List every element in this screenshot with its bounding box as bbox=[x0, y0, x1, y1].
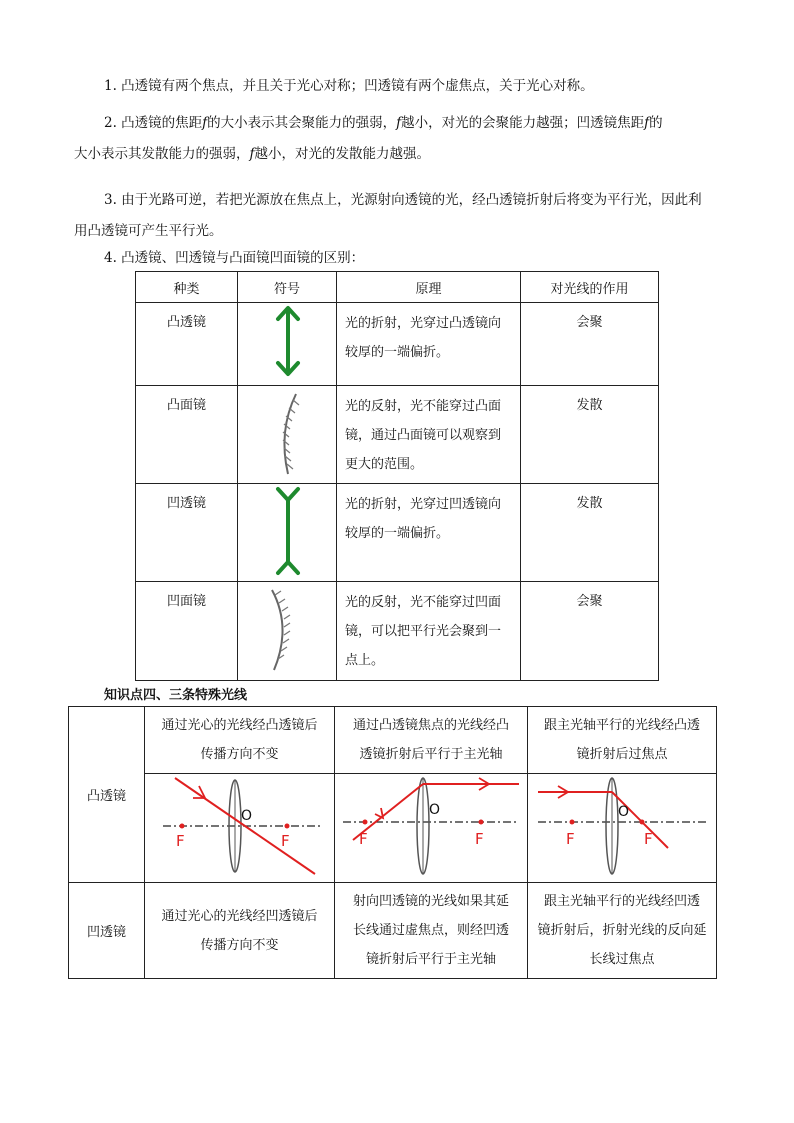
convex-lens-symbol bbox=[238, 303, 337, 386]
optical-center-label: O bbox=[241, 808, 253, 824]
header-effect: 对光线的作用 bbox=[521, 272, 659, 303]
row-effect: 会聚 bbox=[521, 303, 659, 386]
section-title: 知识点四、三条特殊光线 bbox=[104, 688, 248, 703]
concave-desc-2: 射向凹透镜的光线如果其延 长线通过虚焦点，则经凹透 镜折射后平行于主光轴 bbox=[335, 883, 528, 979]
p3-text-b: 用凸透镜可产生平行光。 bbox=[74, 223, 223, 239]
header-symbol: 符号 bbox=[238, 272, 337, 303]
optical-center-label: O bbox=[429, 802, 441, 818]
header-kind: 种类 bbox=[136, 272, 238, 303]
focus-label: F bbox=[359, 830, 368, 848]
diagram-through-focus bbox=[335, 774, 528, 883]
p2-text-a: 2. 凸透镜的焦距 bbox=[104, 115, 203, 131]
p2-f3: f bbox=[644, 115, 650, 131]
p2-text-c: 越小，对光的会聚能力越强；凹透镜焦距 bbox=[401, 115, 645, 131]
concave-desc-3: 跟主光轴平行的光线经凹透 镜折射后，折射光线的反向延 长线过焦点 bbox=[528, 883, 717, 979]
row-principle: 光的折射，光穿过凸透镜向 较厚的一端偏折。 bbox=[337, 303, 521, 386]
row-effect: 发散 bbox=[521, 484, 659, 582]
p2-f2: f bbox=[396, 115, 402, 131]
p3-text-a: 3. 由于光路可逆，若把光源放在焦点上，光源射向透镜的光，经凸透镜折射后将变为平行光，因此利 bbox=[104, 192, 702, 208]
table-row bbox=[136, 386, 659, 484]
row-principle: 光的反射，光不能穿过凹面 镜，可以把平行光会聚到一 点上。 bbox=[337, 582, 521, 681]
concave-mirror-symbol bbox=[238, 582, 337, 681]
diagram-parallel-ray bbox=[528, 774, 717, 883]
focus-label: F bbox=[176, 832, 185, 850]
focus-label: F bbox=[644, 830, 653, 848]
special-rays-table bbox=[68, 706, 717, 979]
paragraph-1: 1. 凸透镜有两个焦点，并且关于光心对称；凹透镜有两个虚焦点，关于光心对称。 bbox=[104, 78, 594, 94]
optical-center-label: O bbox=[618, 804, 630, 820]
table-row bbox=[69, 883, 717, 979]
table-row bbox=[69, 774, 717, 883]
p2-text-g: 越小，对光的发散能力越强。 bbox=[254, 146, 430, 162]
paragraph-4: 4. 凸透镜、凹透镜与凸面镜凹面镜的区别： bbox=[104, 250, 365, 266]
focus-label: F bbox=[281, 832, 290, 850]
p2-text-e: 大小表示其发散能力的强弱， bbox=[74, 146, 250, 162]
p2-f4: f bbox=[249, 146, 255, 162]
table-row bbox=[136, 484, 659, 582]
row-name: 凸面镜 bbox=[136, 386, 238, 484]
row-name: 凸透镜 bbox=[136, 303, 238, 386]
table-row bbox=[136, 303, 659, 386]
concave-lens-symbol bbox=[238, 484, 337, 582]
convex-row-label: 凸透镜 bbox=[69, 707, 145, 883]
row-effect: 发散 bbox=[521, 386, 659, 484]
table-header-row bbox=[136, 272, 659, 303]
p2-text-b: 的大小表示其会聚能力的强弱， bbox=[207, 115, 397, 131]
paragraph-3 bbox=[74, 185, 744, 247]
focus-label: F bbox=[566, 830, 575, 848]
row-effect: 会聚 bbox=[521, 582, 659, 681]
comparison-table bbox=[135, 271, 659, 681]
table-row bbox=[136, 582, 659, 681]
diagram-optical-center bbox=[145, 774, 335, 883]
paragraph-2 bbox=[74, 108, 744, 170]
convex-mirror-symbol bbox=[238, 386, 337, 484]
convex-desc-1: 通过光心的光线经凸透镜后 传播方向不变 bbox=[145, 707, 335, 774]
row-name: 凹面镜 bbox=[136, 582, 238, 681]
focus-label: F bbox=[475, 830, 484, 848]
p2-text-d: 的 bbox=[649, 115, 663, 131]
p2-f1: f bbox=[202, 115, 208, 131]
concave-row-label: 凹透镜 bbox=[69, 883, 145, 979]
row-name: 凹透镜 bbox=[136, 484, 238, 582]
convex-desc-3: 跟主光轴平行的光线经凸透 镜折射后过焦点 bbox=[528, 707, 717, 774]
convex-desc-2: 通过凸透镜焦点的光线经凸 透镜折射后平行于主光轴 bbox=[335, 707, 528, 774]
table-row bbox=[69, 707, 717, 774]
row-principle: 光的折射，光穿过凹透镜向 较厚的一端偏折。 bbox=[337, 484, 521, 582]
row-principle: 光的反射，光不能穿过凸面 镜，通过凸面镜可以观察到 更大的范围。 bbox=[337, 386, 521, 484]
header-principle: 原理 bbox=[337, 272, 521, 303]
concave-desc-1: 通过光心的光线经凹透镜后 传播方向不变 bbox=[145, 883, 335, 979]
